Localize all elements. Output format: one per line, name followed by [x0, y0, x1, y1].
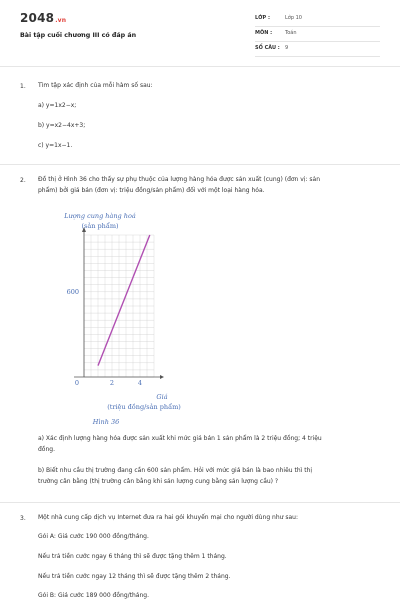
meta-subject-row: [255, 27, 380, 42]
question-divider: [0, 164, 400, 165]
question-3-line-2: Nếu trả tiền cước ngay 6 tháng thì sẽ được tặng thêm 1 tháng.: [38, 553, 227, 560]
y-tick-label: 600: [66, 287, 79, 296]
question-divider: [0, 502, 400, 503]
question-1-option-c: c) y=1x−1.: [38, 142, 73, 149]
question-2-text-line-2: phẩm) bởi giá bán (đơn vị: triệu đồng/sản phẩm) đối với một loại hàng hóa.: [38, 187, 265, 194]
site-logo[interactable]: [20, 11, 66, 25]
question-2-part-a-line-1: a) Xác định lượng hàng hóa được sản xuất khi mức giá bán 1 sản phẩm là 2 triệu đồng; 4 triệu: [38, 435, 322, 442]
chart-grid: [84, 235, 154, 377]
question-3-text: Một nhà cung cấp dịch vụ Internet đưa ra hai gói khuyến mại cho người dùng như sau:: [38, 514, 298, 521]
logo-suffix: .vn: [55, 17, 67, 24]
question-2-part-a-line-2: đồng.: [38, 446, 55, 453]
meta-class-label: LỚP :: [255, 15, 270, 21]
question-2-part-b-line-1: b) Biết nhu cầu thị trường đang cần 600 sản phẩm. Hỏi với mức giá bán là bao nhiêu thì thị: [38, 467, 313, 474]
chart-x-axis-unit: (triệu đồng/sản phẩm): [107, 403, 181, 411]
question-3-line-3: Nếu trả tiền cước ngay 12 tháng thì sẽ được tặng thêm 2 tháng.: [38, 573, 231, 580]
supply-line: [98, 235, 150, 366]
x-tick-label: 4: [137, 379, 143, 387]
question-2-number: 2.: [20, 177, 26, 184]
page-title: Bài tập cuối chương III có đáp án: [20, 32, 137, 39]
header-divider: [0, 66, 400, 67]
meta-class-value: Lớp 10: [285, 15, 302, 21]
question-2-part-b-line-2: trường cân bằng (thị trường cân bằng khi sản lượng cung bằng sản lượng cầu) ?: [38, 478, 279, 485]
meta-subject-value: Toán: [285, 30, 297, 36]
question-2-text-line-1: Đồ thị ở Hình 36 cho thấy sự phụ thuộc của lượng hàng hóa được sản xuất (cung) (đơn vị: sản: [38, 176, 321, 183]
meta-class-row: [255, 12, 380, 27]
question-1-option-b: b) y=x2−4x+3;: [38, 122, 86, 129]
x-tick-label: 0: [74, 379, 80, 387]
question-3-line-4: Gói B: Giá cước 189 000 đồng/tháng.: [38, 592, 149, 599]
question-3-line-1: Gói A: Giá cước 190 000 đồng/tháng.: [38, 533, 149, 540]
question-3-number: 3.: [20, 515, 26, 522]
logo-text: 2048: [20, 11, 55, 25]
question-1-option-a: a) y=1x2−x;: [38, 102, 77, 109]
meta-subject-label: MÔN :: [255, 30, 273, 36]
chart-labels: [63, 212, 181, 426]
document-header: [0, 0, 400, 62]
supply-chart: [58, 205, 208, 430]
question-1-text: Tìm tập xác định của mỗi hàm số sau:: [38, 82, 153, 89]
chart-title: Lượng cung hàng hoá: [64, 212, 136, 220]
x-axis-arrow: [160, 375, 164, 379]
chart-series: [98, 235, 150, 366]
meta-count-row: [255, 42, 380, 57]
meta-count-label: SỐ CÂU :: [255, 45, 280, 51]
chart-y-axis-label: (sản phẩm): [81, 222, 119, 230]
chart-x-axis-label: Giá: [156, 393, 168, 401]
meta-count-value: 9: [285, 45, 289, 51]
x-tick-label: 2: [109, 379, 115, 387]
question-1-number: 1.: [20, 83, 26, 90]
chart-caption: Hình 36: [92, 418, 120, 426]
supply-chart-svg: [58, 205, 208, 430]
